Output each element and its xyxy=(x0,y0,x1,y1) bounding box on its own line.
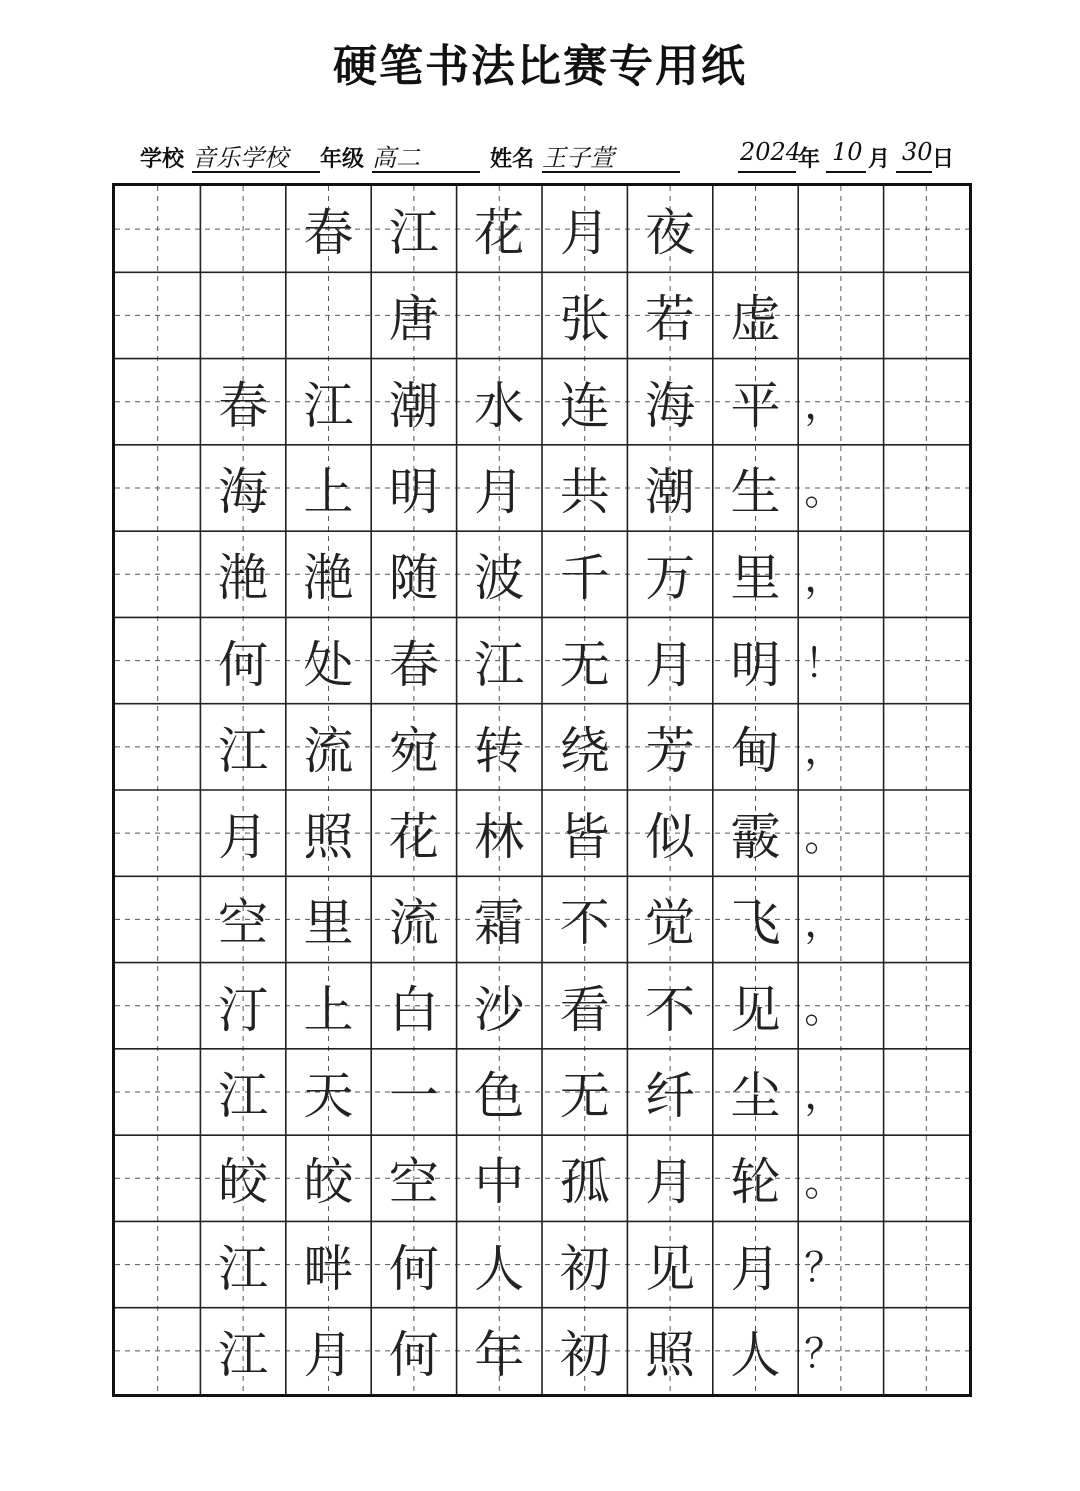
handwritten-character: 白 xyxy=(388,980,439,1039)
grade-underline xyxy=(372,171,480,173)
handwritten-character: 里 xyxy=(730,549,781,608)
handwritten-character: 滟 xyxy=(303,549,354,608)
handwritten-character: 夜 xyxy=(645,204,696,263)
punctuation-mark: 。 xyxy=(804,1158,845,1205)
handwritten-character: 无 xyxy=(559,635,610,694)
handwritten-character: 花 xyxy=(474,204,525,263)
handwritten-character: 尘 xyxy=(730,1066,781,1125)
handwritten-character: 唐 xyxy=(388,290,439,349)
handwritten-character: 皆 xyxy=(559,808,610,867)
punctuation-mark: ， xyxy=(804,899,845,946)
handwritten-character: 潮 xyxy=(388,376,439,435)
handwritten-character: 春 xyxy=(218,376,269,435)
handwritten-character: 月 xyxy=(474,462,525,521)
handwritten-character: 花 xyxy=(388,808,439,867)
handwritten-character: 照 xyxy=(303,808,354,867)
handwritten-character: 人 xyxy=(474,1239,525,1298)
handwritten-character: 见 xyxy=(645,1239,696,1298)
handwritten-character: 随 xyxy=(388,549,439,608)
year-label: 年 xyxy=(798,147,821,172)
handwritten-character: 人 xyxy=(730,1325,781,1384)
school-underline xyxy=(192,171,320,173)
handwritten-character: 江 xyxy=(218,1325,269,1384)
handwritten-character: 宛 xyxy=(388,721,439,780)
handwritten-character: 照 xyxy=(645,1325,696,1384)
handwritten-character: 波 xyxy=(474,549,525,608)
handwritten-character: 不 xyxy=(645,980,696,1039)
handwritten-character: 绕 xyxy=(559,721,610,780)
handwritten-character: 春 xyxy=(303,204,354,263)
handwritten-character: 空 xyxy=(218,894,269,953)
name-underline xyxy=(542,171,680,173)
punctuation-mark: ？ xyxy=(804,1245,845,1292)
punctuation-mark: 。 xyxy=(804,813,845,860)
handwritten-character: 皎 xyxy=(218,1153,269,1212)
handwritten-character: 飞 xyxy=(730,894,781,953)
handwritten-character: 皎 xyxy=(303,1153,354,1212)
handwritten-character: 轮 xyxy=(730,1153,781,1212)
handwritten-character: 天 xyxy=(303,1066,354,1125)
handwritten-character: 滟 xyxy=(218,549,269,608)
handwritten-character: 里 xyxy=(303,894,354,953)
handwritten-character: 平 xyxy=(730,376,781,435)
handwritten-character: 上 xyxy=(303,980,354,1039)
handwritten-character: 月 xyxy=(303,1325,354,1384)
handwritten-character: 转 xyxy=(474,721,525,780)
writing-grid xyxy=(112,183,972,1397)
year-value: 2024 xyxy=(740,138,802,166)
handwritten-character: 潮 xyxy=(645,462,696,521)
handwritten-character: 芳 xyxy=(645,721,696,780)
handwritten-character: 江 xyxy=(218,1066,269,1125)
punctuation-mark: 。 xyxy=(804,986,845,1033)
handwritten-character: 色 xyxy=(474,1066,525,1125)
school-label: 学校 xyxy=(140,147,185,172)
handwritten-character: 孤 xyxy=(559,1153,610,1212)
handwritten-character: 林 xyxy=(474,808,525,867)
day-label: 日 xyxy=(932,147,955,172)
handwritten-character: 霜 xyxy=(474,894,525,953)
handwritten-character: 汀 xyxy=(218,980,269,1039)
handwritten-character: 纤 xyxy=(645,1066,696,1125)
handwritten-character: 月 xyxy=(645,635,696,694)
punctuation-mark: ！ xyxy=(804,641,845,688)
grade-value: 高二 xyxy=(372,144,420,172)
handwritten-character: 江 xyxy=(474,635,525,694)
handwritten-character: 虚 xyxy=(730,290,781,349)
punctuation-mark: ？ xyxy=(804,1331,845,1378)
name-value: 王子萱 xyxy=(542,144,614,172)
info-line xyxy=(140,138,960,178)
year-underline xyxy=(738,171,796,173)
handwritten-character: 处 xyxy=(303,635,354,694)
handwritten-character: 何 xyxy=(388,1325,439,1384)
name-label: 姓名 xyxy=(490,147,535,172)
punctuation-mark: 。 xyxy=(804,468,845,515)
day-value: 30 xyxy=(902,138,933,166)
handwritten-character: 月 xyxy=(218,808,269,867)
punctuation-mark: ， xyxy=(804,727,845,774)
handwritten-character: 明 xyxy=(388,462,439,521)
handwritten-character: 水 xyxy=(474,376,525,435)
handwritten-character: 畔 xyxy=(303,1239,354,1298)
handwritten-character: 海 xyxy=(218,462,269,521)
month-label: 月 xyxy=(868,147,891,172)
handwritten-character: 月 xyxy=(730,1239,781,1298)
handwritten-character: 一 xyxy=(388,1066,439,1125)
handwritten-character: 何 xyxy=(388,1239,439,1298)
handwritten-character: 流 xyxy=(388,894,439,953)
handwritten-character: 流 xyxy=(303,721,354,780)
handwritten-character: 若 xyxy=(645,290,696,349)
handwritten-character: 江 xyxy=(218,721,269,780)
handwritten-character: 江 xyxy=(303,376,354,435)
handwritten-character: 沙 xyxy=(474,980,525,1039)
month-value: 10 xyxy=(832,138,863,166)
handwritten-character: 中 xyxy=(474,1153,525,1212)
punctuation-mark: ， xyxy=(804,554,845,601)
handwritten-character: 空 xyxy=(388,1153,439,1212)
punctuation-mark: ， xyxy=(804,1072,845,1119)
handwritten-character: 见 xyxy=(730,980,781,1039)
handwritten-character: 海 xyxy=(645,376,696,435)
punctuation-mark: ， xyxy=(804,382,845,429)
handwritten-character: 月 xyxy=(645,1153,696,1212)
handwritten-character: 千 xyxy=(559,549,610,608)
handwritten-character: 无 xyxy=(559,1066,610,1125)
handwritten-character: 霰 xyxy=(730,808,781,867)
handwritten-character: 看 xyxy=(559,980,610,1039)
handwritten-character: 万 xyxy=(645,549,696,608)
handwritten-character: 张 xyxy=(559,290,610,349)
handwritten-character: 连 xyxy=(559,376,610,435)
school-value: 音乐学校 xyxy=(192,144,288,172)
handwritten-character: 何 xyxy=(218,635,269,694)
handwritten-character: 生 xyxy=(730,462,781,521)
handwritten-character: 月 xyxy=(559,204,610,263)
handwritten-character: 觉 xyxy=(645,894,696,953)
handwritten-character: 江 xyxy=(388,204,439,263)
handwritten-character: 上 xyxy=(303,462,354,521)
page-title: 硬笔书法比赛专用纸 xyxy=(333,41,747,92)
handwritten-character: 初 xyxy=(559,1239,610,1298)
day-underline xyxy=(896,171,932,173)
handwritten-character: 甸 xyxy=(730,721,781,780)
grade-label: 年级 xyxy=(320,147,365,172)
handwritten-character: 似 xyxy=(645,808,696,867)
handwritten-character: 江 xyxy=(218,1239,269,1298)
month-underline xyxy=(826,171,866,173)
handwritten-character: 年 xyxy=(474,1325,525,1384)
handwritten-character: 初 xyxy=(559,1325,610,1384)
handwritten-character: 共 xyxy=(559,462,610,521)
handwritten-character: 不 xyxy=(559,894,610,953)
handwritten-character: 春 xyxy=(388,635,439,694)
handwritten-character: 明 xyxy=(730,635,781,694)
